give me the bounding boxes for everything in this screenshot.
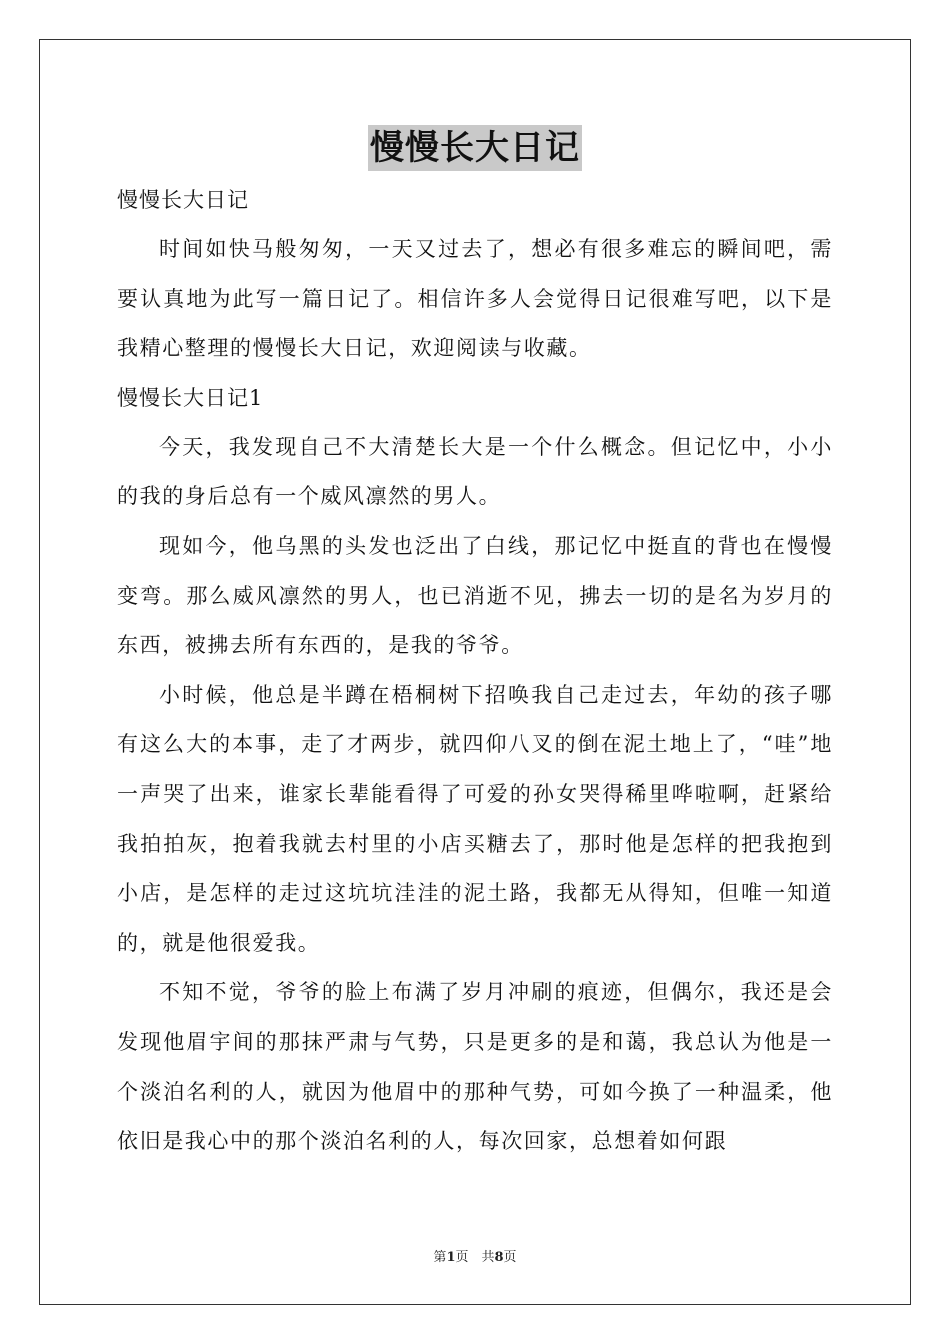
- body-paragraph: 现如今，他乌黑的头发也泛出了白线，那记忆中挺直的背也在慢慢变弯。那么威风凛然的男人，也已消逝不见，拂去一切的是名为岁月的东西，被拂去所有东西的，是我的爷爷。: [117, 533, 833, 658]
- footer-page-mid: 页 共: [455, 1250, 495, 1265]
- page-footer: [0, 1246, 950, 1265]
- footer-page-prefix: 第: [433, 1250, 447, 1265]
- footer-page-total: 8: [494, 1250, 504, 1265]
- footer-page-suffix: 页: [503, 1250, 517, 1265]
- body-paragraph: 不知不觉，爷爷的脸上布满了岁月冲刷的痕迹，但偶尔，我还是会发现他眉宇间的那抹严肃与气势，只是更多的是和蔼，我总认为他是一个淡泊名利的人，就因为他眉中的那种气势，可如今换了一种温柔，他依旧是我心中的那个淡泊名利的人，每次回家，总想着如何跟: [117, 980, 833, 1154]
- footer-page-current: 1: [446, 1250, 456, 1265]
- body-paragraph: 今天，我发现自己不大清楚长大是一个什么概念。但记忆中，小小的我的身后总有一个威风凛然的男人。: [117, 434, 833, 509]
- document-title: 慢慢长大日记: [368, 125, 582, 171]
- intro-heading: 慢慢长大日记: [117, 188, 249, 212]
- intro-paragraph: 时间如快马般匆匆，一天又过去了，想必有很多难忘的瞬间吧，需要认真地为此写一篇日记了。相信许多人会觉得日记很难写吧，以下是我精心整理的慢慢长大日记，欢迎阅读与收藏。: [117, 237, 833, 361]
- document-body: [117, 176, 833, 1167]
- document-title-wrap: [0, 125, 950, 171]
- section-heading: 慢慢长大日记1: [117, 385, 264, 410]
- body-paragraph: 小时候，他总是半蹲在梧桐树下招唤我自己走过去，年幼的孩子哪有这么大的本事，走了才两步，就四仰八叉的倒在泥土地上了，“哇”地一声哭了出来，谁家长辈能看得了可爱的孙女哭得稀里哗啦啊，赶紧给我拍拍灰，抱着我就去村里的小店买糖去了，那时他是怎样的把我抱到小店，是怎样的走过这坑坑洼洼的泥土路，我都无从得知，但唯一知道的，就是他很爱我。: [117, 682, 833, 955]
